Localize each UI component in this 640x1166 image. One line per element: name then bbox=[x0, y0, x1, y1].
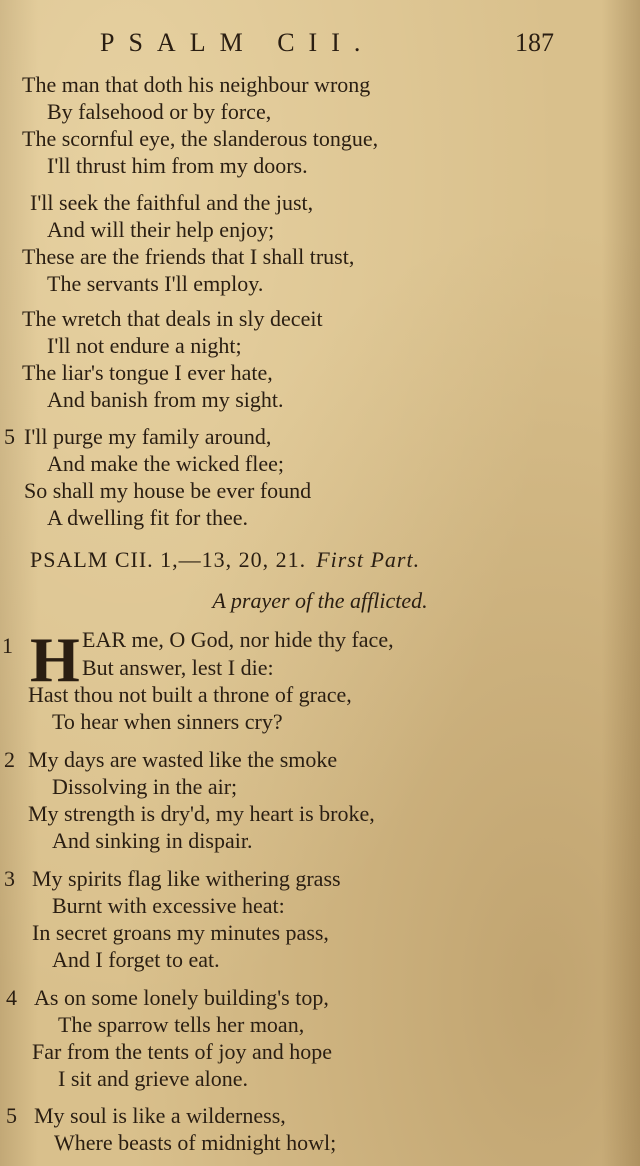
verse-line: The man that doth his neighbour wrong bbox=[22, 72, 371, 97]
verse-line: Burnt with excessive heat: bbox=[52, 893, 285, 918]
psalm-heading bbox=[30, 547, 420, 573]
verse-line: I'll seek the faithful and the just, bbox=[30, 190, 314, 215]
verse-number: 1 bbox=[2, 633, 13, 658]
verse-line: EAR me, O God, nor hide thy face, bbox=[82, 627, 394, 652]
verse-line: Where beasts of midnight howl; bbox=[54, 1130, 337, 1155]
verse-line: As on some lonely building's top, bbox=[34, 985, 329, 1010]
verse-line: My strength is dry'd, my heart is broke, bbox=[28, 801, 375, 826]
verse-line: To hear when sinners cry? bbox=[52, 709, 283, 734]
verse-line: And banish from my sight. bbox=[47, 387, 284, 412]
verse-line: Hast thou not built a throne of grace, bbox=[28, 682, 352, 707]
verse-line: I'll thrust him from my doors. bbox=[47, 153, 308, 178]
verse-line: And will their help enjoy; bbox=[47, 217, 275, 242]
verse-number: 3 bbox=[4, 866, 15, 891]
verse-line: Dissolving in the air; bbox=[52, 774, 238, 799]
verse-number: 5 bbox=[6, 1103, 17, 1128]
verse-line: A dwelling fit for thee. bbox=[47, 505, 249, 530]
verse-number: 5 bbox=[4, 424, 15, 449]
psalm-heading-part: First Part. bbox=[316, 547, 421, 572]
verse-line: So shall my house be ever found bbox=[24, 478, 312, 503]
page-number: 187 bbox=[515, 28, 554, 57]
psalm-subtitle: A prayer of the afflicted. bbox=[212, 588, 428, 613]
verse-line: But answer, lest I die: bbox=[82, 655, 274, 680]
verse-line: These are the friends that I shall trust, bbox=[22, 244, 355, 269]
verse-line: I'll purge my family around, bbox=[24, 424, 272, 449]
verse-line: The servants I'll employ. bbox=[47, 271, 264, 296]
verse-line: The wretch that deals in sly deceit bbox=[22, 306, 323, 331]
verse-line: My spirits flag like withering grass bbox=[32, 866, 341, 891]
page-header bbox=[0, 28, 640, 68]
verse-line: And make the wicked flee; bbox=[47, 451, 285, 476]
psalm-heading-title: PSALM CII. 1,—13, 20, 21. bbox=[30, 547, 307, 572]
verse-line: The liar's tongue I ever hate, bbox=[22, 360, 273, 385]
running-head: PSALM CII. bbox=[100, 28, 375, 57]
verse-line: The scornful eye, the slanderous tongue, bbox=[22, 126, 379, 151]
verse-number: 4 bbox=[6, 985, 17, 1010]
verse-line: The sparrow tells her moan, bbox=[58, 1012, 305, 1037]
verse-number: 2 bbox=[4, 747, 15, 772]
verse-line: My days are wasted like the smoke bbox=[28, 747, 338, 772]
verse-line: And sinking in dispair. bbox=[52, 828, 253, 853]
verse-line: In secret groans my minutes pass, bbox=[32, 920, 329, 945]
verse-line: Far from the tents of joy and hope bbox=[32, 1039, 332, 1064]
verse-line: And I forget to eat. bbox=[52, 947, 220, 972]
verse-line: I sit and grieve alone. bbox=[58, 1066, 248, 1091]
verse-line: By falsehood or by force, bbox=[47, 99, 272, 124]
drop-cap: H bbox=[30, 624, 80, 695]
verse-line: My soul is like a wilderness, bbox=[34, 1103, 286, 1128]
verse-line: I'll not endure a night; bbox=[47, 333, 242, 358]
